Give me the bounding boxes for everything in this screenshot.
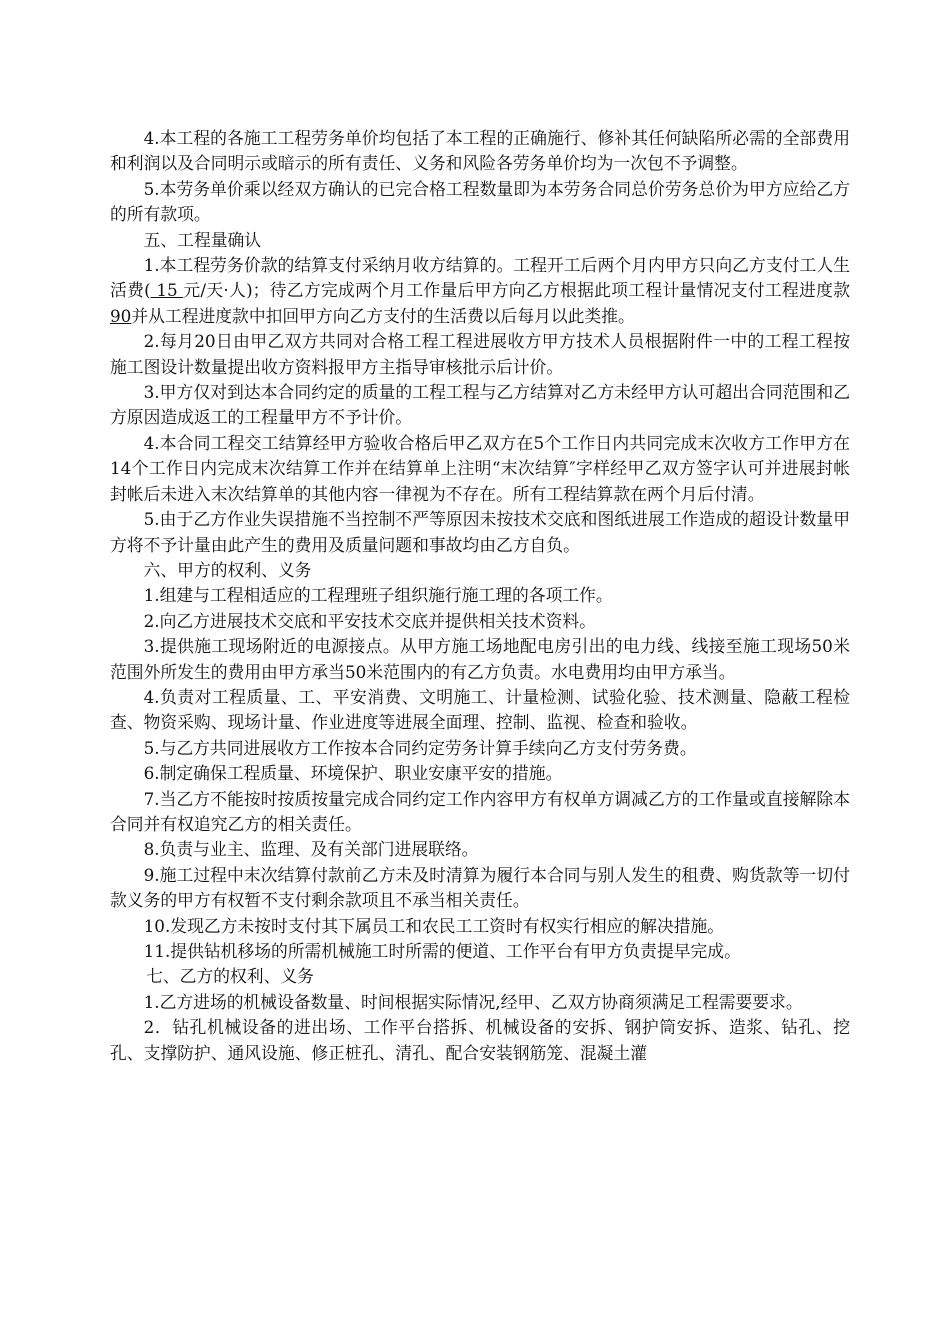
paragraph	[110, 837, 850, 862]
paragraph-text: 5.本劳务单价乘以经双方确认的已完合格工程数量即为本劳务合同总价劳务总价为甲方应给乙方的所有款项。	[110, 178, 850, 225]
paragraph-text: 10.发现乙方未按时支付其下属员工和农民工工资时有权实行相应的解决措施。	[143, 915, 725, 936]
paragraph	[110, 990, 850, 1015]
paragraph-text: 11.提供钻机移场的所需机械施工时所需的便道、工作平台有甲方负责提早完成。	[143, 941, 741, 961]
section-heading	[110, 558, 850, 583]
paragraph	[110, 634, 850, 685]
paragraph-text: 4.本合同工程交工结算经甲方验收合格后甲乙双方在5个工作日内共同完成末次收方工作甲方在14个工作日内完成末次结算工作并在结算单上注明“末次结算″字样经甲乙双方签字认可并进展封帐封帐后未进入末次结算单的其他内容一律视为不存在。所有工程结算款在两个月后付清。	[110, 432, 850, 504]
paragraph-text: 2.向乙方进展技术交底和平安技术交底并提供相关技术资料。	[143, 610, 596, 631]
paragraph	[110, 253, 850, 329]
paragraph-text: 5.由于乙方作业失误措施不当控制不严等原因未按技术交底和图纸进展工作造成的超设计数量甲方将不予计量由此产生的费用及质量问题和事故均由乙方自负。	[110, 509, 850, 555]
paragraph-text: 1.乙方进场的机械设备数量、时间根据实际情况,经甲、乙双方协商须满足工程需要要求。	[143, 991, 803, 1012]
paragraph	[110, 787, 850, 838]
paragraph	[110, 736, 850, 761]
paragraph-text: 1.组建与工程相适应的工程理班子组织施行施工理的各项工作。	[143, 585, 613, 606]
document-page	[110, 126, 850, 1066]
paragraph-text: 五、工程量确认	[143, 229, 262, 250]
paragraph-text: 8.负责与业主、监理、及有关部门进展联络。	[143, 839, 479, 860]
paragraph-text: 元/天·人)；待乙方完成两个月工作量后甲方向乙方根据此项工程计量情况支付工程进度款	[183, 280, 850, 301]
paragraph-text: 3.提供施工现场附近的电源接点。从甲方施工场地配电房引出的电力线、线接至施工现场50米范围外所发生的费用由甲方承当50米范围内的有乙方负责。水电费用均由甲方承当。	[110, 636, 850, 682]
paragraph-text: 2.每月20日由甲乙双方共同对合格工程工程进展收方甲方技术人员根据附件一中的工程工程按施工图设计数量提出收方资料报甲方主指导审核批示后计价。	[110, 331, 850, 377]
paragraph	[110, 583, 850, 608]
paragraph-text: 4.本工程的各施工工程劳务单价均包括了本工程的正确施行、修补其任何缺陷所必需的全部费用和利润以及合同明示或暗示的所有责任、义务和风险各劳务单价均为一次包不予调整。	[110, 128, 850, 174]
paragraph	[110, 177, 850, 228]
paragraph	[110, 507, 850, 558]
paragraph	[110, 380, 850, 431]
paragraph	[110, 863, 850, 914]
paragraph-text: 7.当乙方不能按时按质按量完成合同约定工作内容甲方有权单方调减乙方的工作量或直接解除本合同并有权追究乙方的相关责任。	[110, 788, 850, 834]
paragraph	[110, 761, 850, 786]
paragraph	[110, 126, 850, 177]
paragraph	[110, 685, 850, 736]
paragraph-text: 5.与乙方共同进展收方工作按本合同约定劳务计算手续向乙方支付劳务费。	[143, 737, 697, 758]
section-heading	[110, 964, 850, 989]
paragraph	[110, 1015, 850, 1066]
paragraph-text: 3.甲方仅对到达本合同约定的质量的工程工程与乙方结算对乙方未经甲方认可超出合同范围和乙方原因造成返工的工程量甲方不予计价。	[110, 382, 850, 428]
paragraph-text: 1.本工程劳务价款的结算支付采纳月收方结算的。工程开工后两个月内甲方只向乙方支付工人生活费(	[110, 255, 850, 301]
paragraph-text: 并从工程进度款中扣回甲方向乙方支付的生活费以后每月以此类推。	[131, 305, 635, 326]
underlined-value: 15	[150, 280, 184, 301]
paragraph-text: 9.施工过程中末次结算付款前乙方未及时清算为履行本合同与别人发生的租费、购货款等一切付款义务的甲方有权暂不支付剩余款项且不承当相关责任。	[110, 864, 850, 911]
paragraph-text: 六、甲方的权利、义务	[143, 559, 312, 580]
paragraph-text: 4.负责对工程质量、工、平安消费、文明施工、计量检测、试验化验、技术测量、隐蔽工程检查、物资采购、现场计量、作业进度等进展全面理、控制、监视、检查和验收。	[110, 686, 850, 733]
paragraph-text: 6.制定确保工程质量、环境保护、职业安康平安的措施。	[143, 763, 563, 784]
paragraph-text: 七、乙方的权利、义务	[146, 966, 314, 987]
paragraph	[110, 914, 850, 939]
paragraph	[110, 939, 850, 964]
paragraph	[110, 329, 850, 380]
underlined-value: 90	[110, 305, 132, 326]
paragraph	[110, 609, 850, 634]
section-heading	[110, 228, 850, 253]
paragraph-text: 2．钻孔机械设备的进出场、工作平台搭拆、机械设备的安拆、钢护筒安拆、造浆、钻孔、挖孔、支撑防护、通风设施、修正桩孔、清孔、配合安装钢筋笼、混凝土灌	[110, 1017, 850, 1063]
paragraph	[110, 431, 850, 507]
